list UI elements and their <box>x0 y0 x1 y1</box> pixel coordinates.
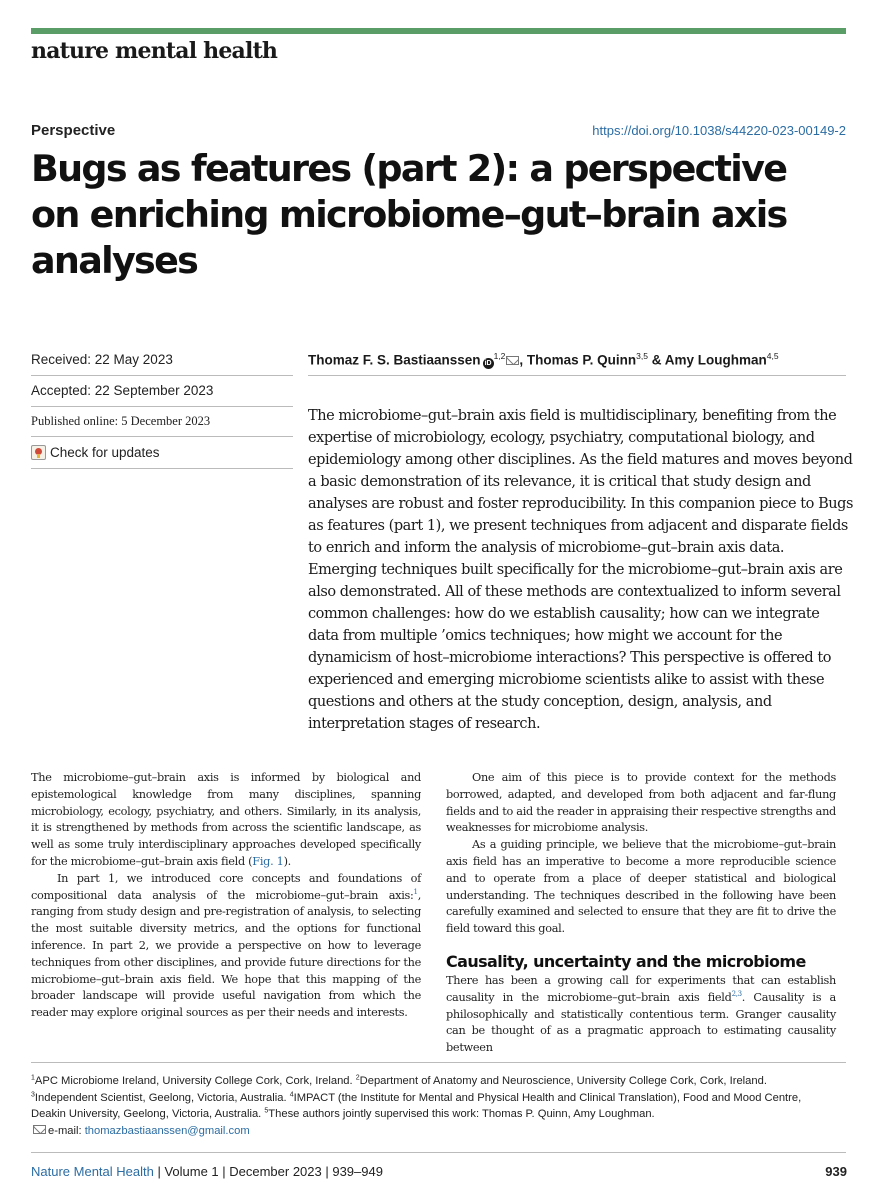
author-list <box>308 344 846 376</box>
author-separator: & <box>648 352 665 368</box>
journal-footer <box>31 1164 383 1179</box>
section-heading: Causality, uncertainty and the microbiome <box>446 951 806 971</box>
doi-link[interactable]: https://doi.org/10.1038/s44220-023-00149-2 <box>592 123 846 138</box>
mail-icon[interactable] <box>506 356 519 365</box>
reference-link[interactable]: 2,3 <box>731 990 742 998</box>
body-text: , ranging from study design and pre-registration of analysis, to selecting the most suitable diversity metrics, and the options for functional inference. In part 2, we provide a perspective on how to leverage techniques from other disciplines, and provide future directions for the microbiome–gut–brain axis field. We hope that this mapping of the broader landscape will provide useful navigation from which the reader may explore original sources as per their needs and interests. <box>31 888 421 1020</box>
affiliation-number: 5 <box>264 1107 269 1115</box>
body-paragraph: As a guiding principle, we believe that the microbiome–gut–brain axis field has an imperative to become a more reproducible science and to operate from a place of deeper statistical and biological understanding. The techniques described in the following have been carefully examined and selected to ensure that they are fit to drive the field toward this goal. <box>446 838 836 936</box>
affiliation-text: Department of Anatomy and Neuroscience, University College Cork, Cork, Ireland. <box>359 1075 767 1087</box>
contact-line <box>31 1123 831 1140</box>
author-2-affiliations: 3,5 <box>636 351 648 361</box>
orcid-icon[interactable]: iD <box>484 359 492 367</box>
body-paragraph <box>446 973 836 1057</box>
affiliation-line <box>31 1073 831 1090</box>
footer-volume-info: | Volume 1 | December 2023 | 939–949 <box>153 1164 383 1179</box>
body-paragraph <box>31 871 421 1022</box>
author-separator: , <box>519 352 527 368</box>
author-1-name[interactable]: Thomaz F. S. Bastiaanssen <box>308 352 481 368</box>
journal-name: nature mental health <box>31 38 278 64</box>
affiliation-text: These authors jointly supervised this work: Thomas P. Quinn, Amy Loughman. <box>268 1108 655 1120</box>
author-3-name[interactable]: Amy Loughman <box>664 352 767 368</box>
body-column-left <box>31 770 421 1022</box>
check-updates-link[interactable] <box>31 437 293 469</box>
affiliation-number: 2 <box>355 1074 360 1082</box>
affiliation-line <box>31 1090 831 1123</box>
affiliation-number: 3 <box>31 1090 35 1098</box>
body-column-right <box>446 770 836 1057</box>
affiliation-text: IMPACT (the Institute for Mental and Physical Health and Clinical Translation), Food and Mood Centre, Deakin University, Geelong, Victoria, Australia. <box>31 1091 802 1120</box>
author-2-name[interactable]: Thomas P. Quinn <box>526 352 637 368</box>
email-link[interactable]: thomazbastiaanssen@gmail.com <box>84 1124 250 1137</box>
figure-1-link[interactable]: Fig. 1 <box>252 854 284 868</box>
body-text: . Causality is a philosophically and statistically contentious term. Granger causality can be thought of as a pragmatic approach to estimating causality between <box>446 990 836 1055</box>
reference-link[interactable]: 1 <box>413 887 418 896</box>
article-type: Perspective <box>31 122 116 139</box>
affiliation-number: 1 <box>31 1074 35 1082</box>
body-paragraph: One aim of this piece is to provide context for the methods borrowed, adapted, and developed from both adjacent and far-flung fields and to aid the reader in appraising their respective strengths and weaknesses for microbiome analysis. <box>446 771 836 835</box>
journal-accent-bar <box>31 28 846 34</box>
check-updates-label: Check for updates <box>50 445 160 460</box>
mail-icon <box>33 1125 46 1134</box>
body-text: ). <box>283 854 291 868</box>
footer-divider <box>31 1152 846 1153</box>
page-number: 939 <box>825 1164 847 1179</box>
body-text: There has been a growing call for experiments that can establish causality in the microbiome–gut–brain axis field <box>446 973 836 1004</box>
check-for-updates-icon <box>31 445 46 460</box>
article-title: Bugs as features (part 2): a perspective on enriching microbiome–gut–brain axis analyses <box>31 147 787 282</box>
affiliation-number: 4 <box>289 1090 294 1098</box>
author-3-affiliations: 4,5 <box>766 351 779 361</box>
body-paragraph <box>31 770 421 871</box>
body-text: The microbiome–gut–brain axis is informed by biological and epistemological knowledge from many disciplines, spanning microbiology, ecology, psychiatry, and others. Similarly, in its analysis, it is strengthened by methods from across the scientific landscape, as well as some truly interdisciplinary approaches developed specifically for the microbiome–gut–brain axis field ( <box>31 771 421 868</box>
email-label: e-mail: <box>48 1124 85 1137</box>
author-1-affiliations: 1,2 <box>493 351 506 361</box>
footer-journal-link[interactable]: Nature Mental Health <box>31 1164 154 1179</box>
published-date: Published online: 5 December 2023 <box>31 407 293 437</box>
accepted-date: Accepted: 22 September 2023 <box>31 376 293 407</box>
footnote-divider <box>31 1062 846 1063</box>
affiliation-text: APC Microbiome Ireland, University College Cork, Cork, Ireland. <box>34 1075 356 1087</box>
affiliations-footnote <box>31 1073 831 1139</box>
abstract: The microbiome–gut–brain axis field is multidisciplinary, benefiting from the expertise of microbiology, ecology, psychiatry, computational biology, and epidemiology among other disciplines. As the field matures and moves beyond a basic demonstration of its relevance, it is critical that study design and analyses are robust and foster reproducibility. In this companion piece to Bugs as features (part 1), we present techniques from adjacent and disparate fields to enrich and inform the analysis of microbiome–gut–brain axis data. Emerging techniques built specifically for the microbiome–gut–brain axis are also demonstrated. All of these methods are contextualized to inform several common challenges: how do we establish causality; how can we integrate data from multiple ’omics techniques; how might we account for the dynamicism of host–microbiome interactions? This perspective is offered to experienced and emerging microbiome scientists alike to assist with these questions and others at the study conception, design, analysis, and interpretation stages of research. <box>308 408 854 732</box>
body-text: In part 1, we introduced core concepts and foundations of compositional data analysis of the microbiome–gut–brain axis: <box>31 871 421 902</box>
received-date: Received: 22 May 2023 <box>31 344 293 376</box>
affiliation-text: Independent Scientist, Geelong, Victoria, Australia. <box>34 1091 290 1104</box>
